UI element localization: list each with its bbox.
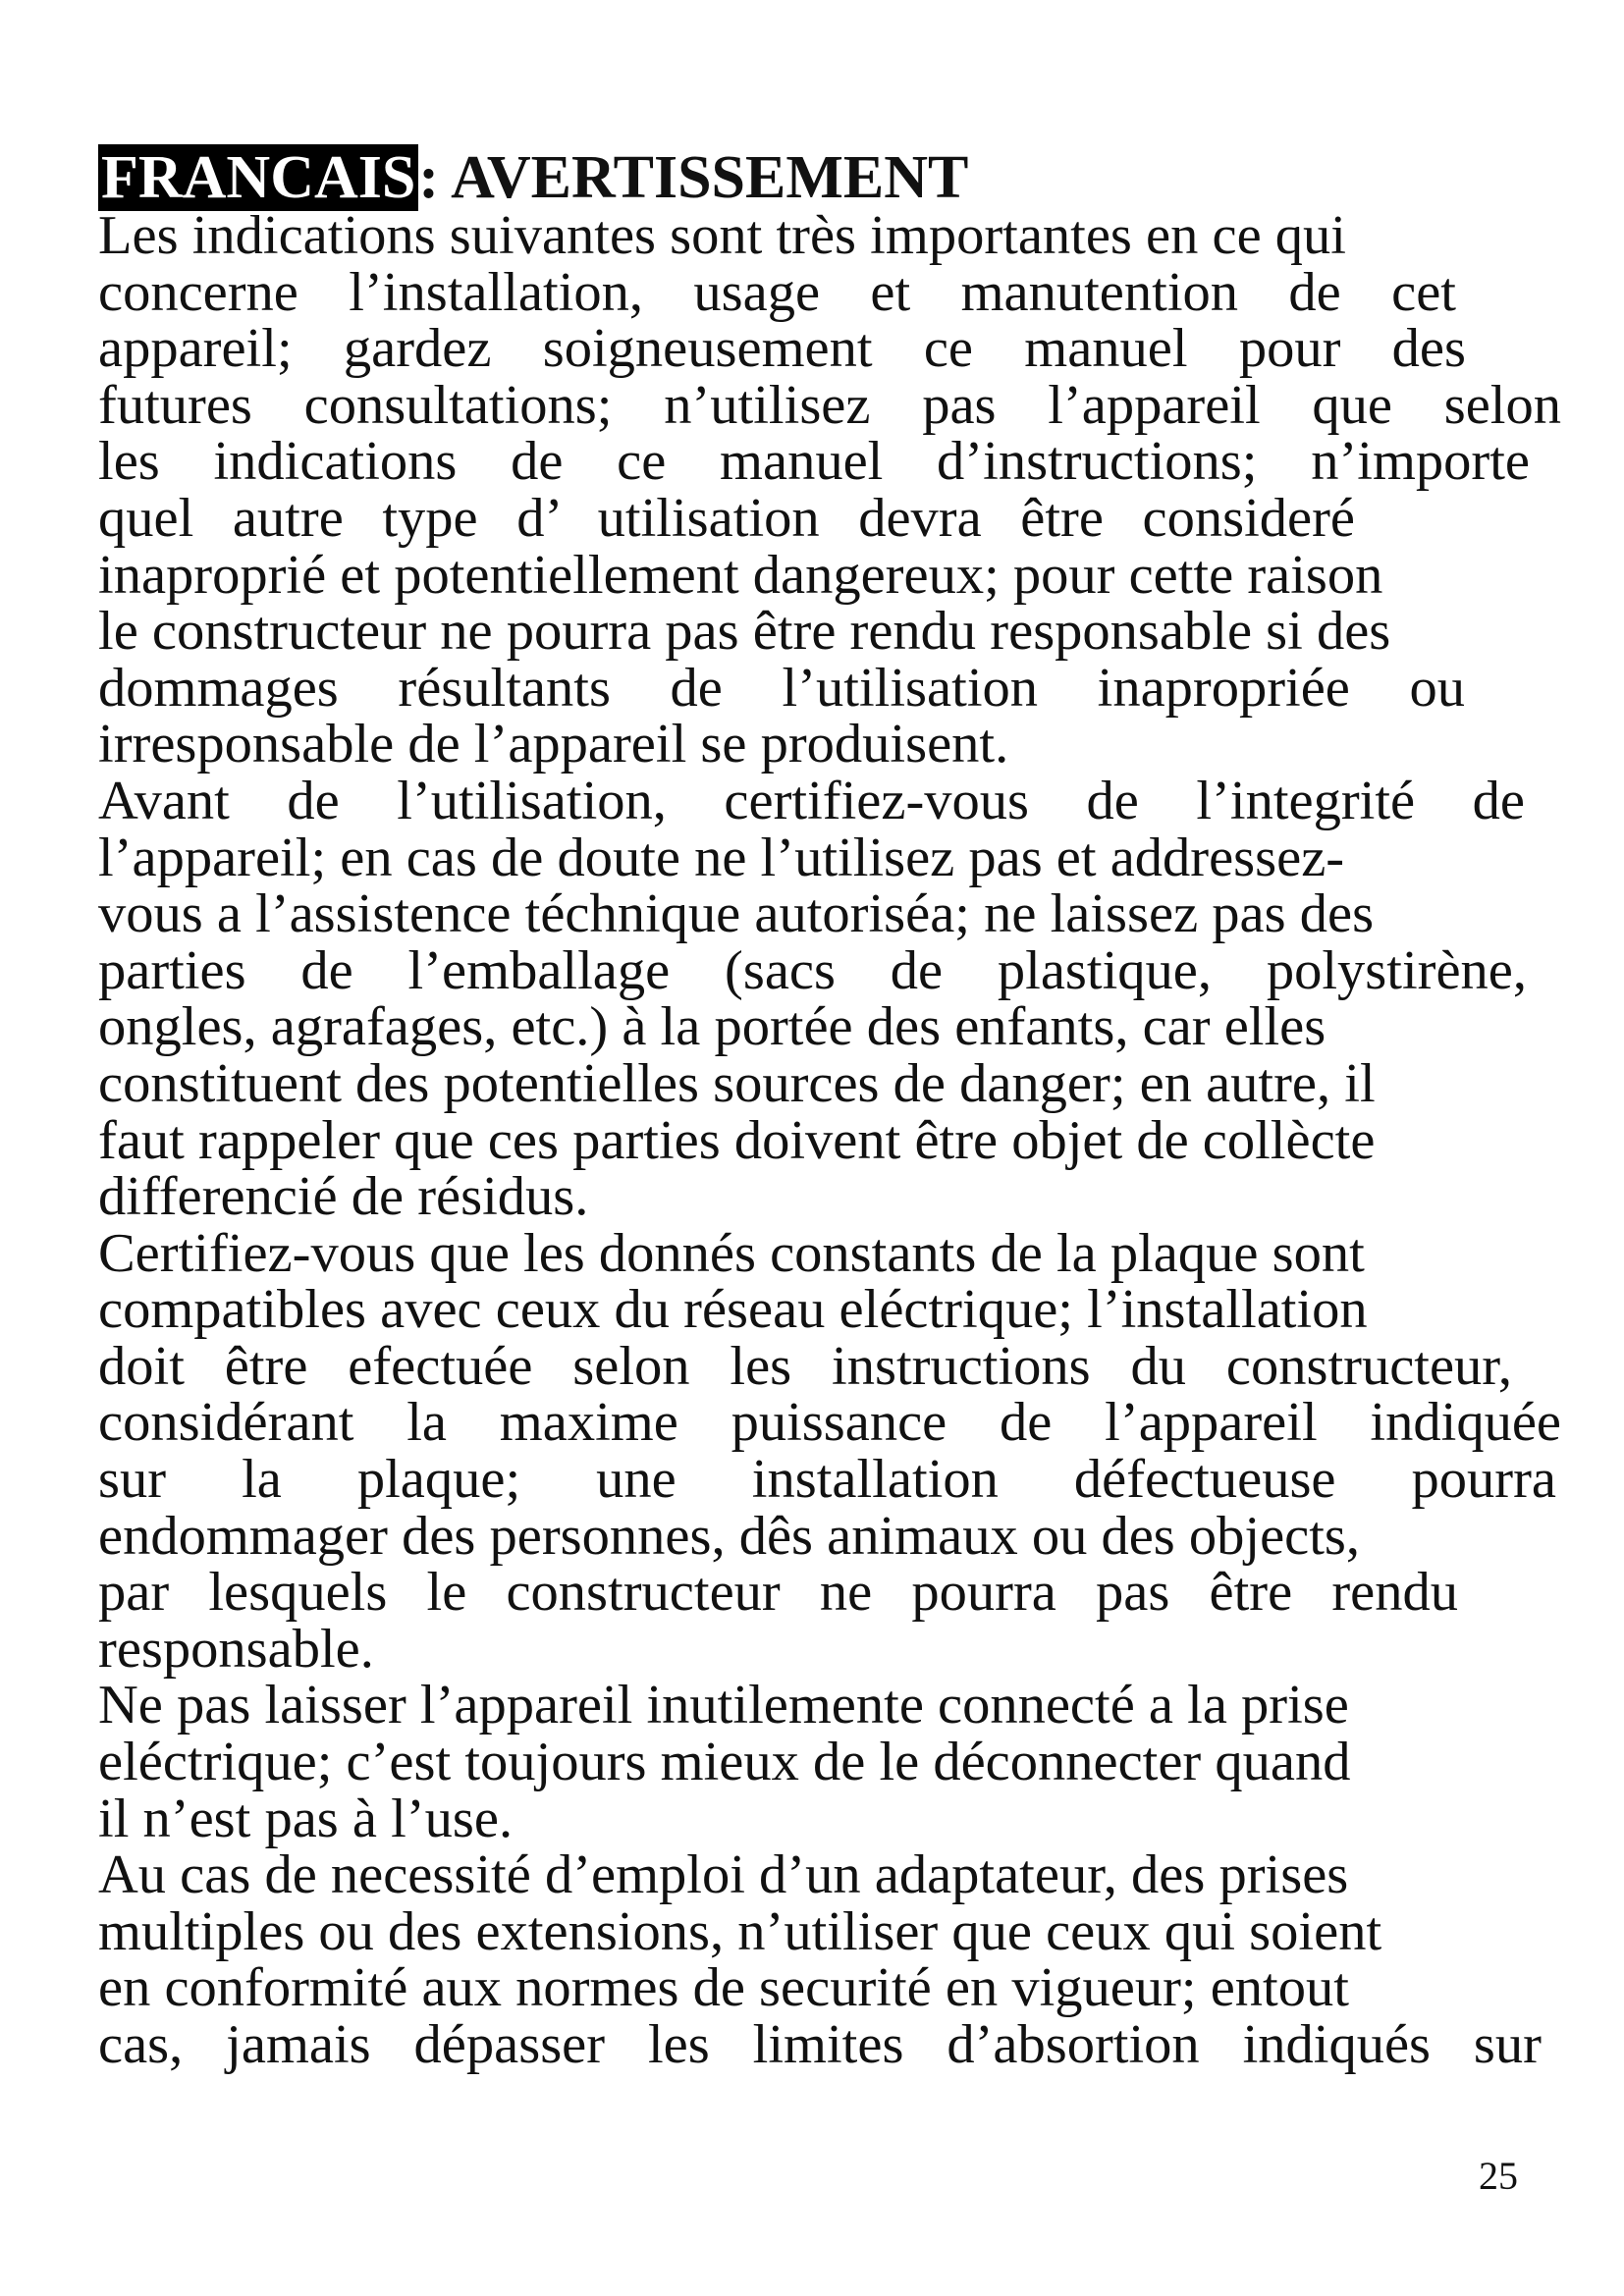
paragraph-3 — [98, 1222, 1561, 1680]
text-line: quel autre type d’ utilisation devra être consideré — [98, 487, 1355, 549]
heading-title: : AVERTISSEMENT — [418, 144, 969, 211]
text-line: il n’est pas à l’use. — [98, 1788, 514, 1849]
text-line: Ne pas laisser l’appareil inutilemente connecté a la prise — [98, 1675, 1349, 1736]
body-text — [98, 205, 1561, 2075]
text-line: concerne l’installation, usage et manutention de cet — [98, 261, 1456, 323]
text-line: Les indications suivantes sont très importantes en ce qui — [98, 205, 1346, 266]
document-page — [98, 144, 1561, 2075]
text-line: Avant de l’utilisation, certifiez-vous de l’integrité de — [98, 770, 1525, 831]
paragraph-1 — [98, 205, 1561, 775]
text-line: dommages résultants de l’utilisation inapropriée ou — [98, 657, 1465, 719]
text-line: faut rappeler que ces parties doivent être objet de collècte — [98, 1109, 1376, 1171]
text-line: differencié de résidus. — [98, 1166, 589, 1228]
text-line: cas, jamais dépasser les limites d’absortion indiqués sur — [98, 2014, 1542, 2075]
text-line: les indications de ce manuel d’instructions; n’importe — [98, 431, 1530, 493]
text-line: appareil; gardez soigneusement ce manuel pour des — [98, 318, 1466, 380]
text-line: doit être efectuée selon les instructions du constructeur, — [98, 1335, 1512, 1397]
text-line: responsable. — [98, 1618, 374, 1680]
text-line: irresponsable de l’appareil se produisent. — [98, 714, 1009, 775]
text-line: Au cas de necessité d’emploi d’un adaptateur, des prises — [98, 1844, 1349, 1906]
text-line: sur la plaque; une installation défectueuse pourra — [98, 1449, 1556, 1511]
text-line: Certifiez-vous que les donnés constants de la plaque sont — [98, 1222, 1365, 1284]
section-heading — [98, 144, 1561, 211]
text-line: constituent des potentielles sources de danger; en autre, il — [98, 1052, 1376, 1114]
text-line: multiples ou des extensions, n’utiliser que ceux qui soient — [98, 1900, 1382, 1962]
text-line: considérant la maxime puissance de l’appareil indiquée — [98, 1392, 1561, 1454]
paragraph-5 — [98, 1844, 1561, 2075]
text-line: compatibles avec ceux du réseau eléctrique; l’installation — [98, 1279, 1368, 1341]
language-label: FRANCAIS — [98, 144, 418, 211]
text-line: parties de l’emballage (sacs de plastique, polystirène, — [98, 939, 1527, 1001]
text-line: endommager des personnes, dês animaux ou des objects, — [98, 1505, 1361, 1567]
text-line: le constructeur ne pourra pas être rendu responsable si des — [98, 601, 1391, 663]
text-line: eléctrique; c’est toujours mieux de le déconnecter quand — [98, 1732, 1351, 1793]
text-line: vous a l’assistence téchnique autoriséa; ne laissez pas des — [98, 883, 1375, 945]
text-line: futures consultations; n’utilisez pas l’appareil que selon — [98, 374, 1561, 436]
paragraph-2 — [98, 770, 1561, 1228]
paragraph-4 — [98, 1675, 1561, 1849]
text-line: l’appareil; en cas de doute ne l’utilisez pas et addressez- — [98, 827, 1345, 888]
text-line: par lesquels le constructeur ne pourra pas être rendu — [98, 1562, 1458, 1624]
text-line: en conformité aux normes de securité en vigueur; entout — [98, 1957, 1349, 2019]
text-line: ongles, agrafages, etc.) à la portée des enfants, car elles — [98, 996, 1326, 1058]
text-line: inaproprié et potentiellement dangereux; pour cette raison — [98, 544, 1383, 606]
page-number: 25 — [1479, 2154, 1518, 2198]
